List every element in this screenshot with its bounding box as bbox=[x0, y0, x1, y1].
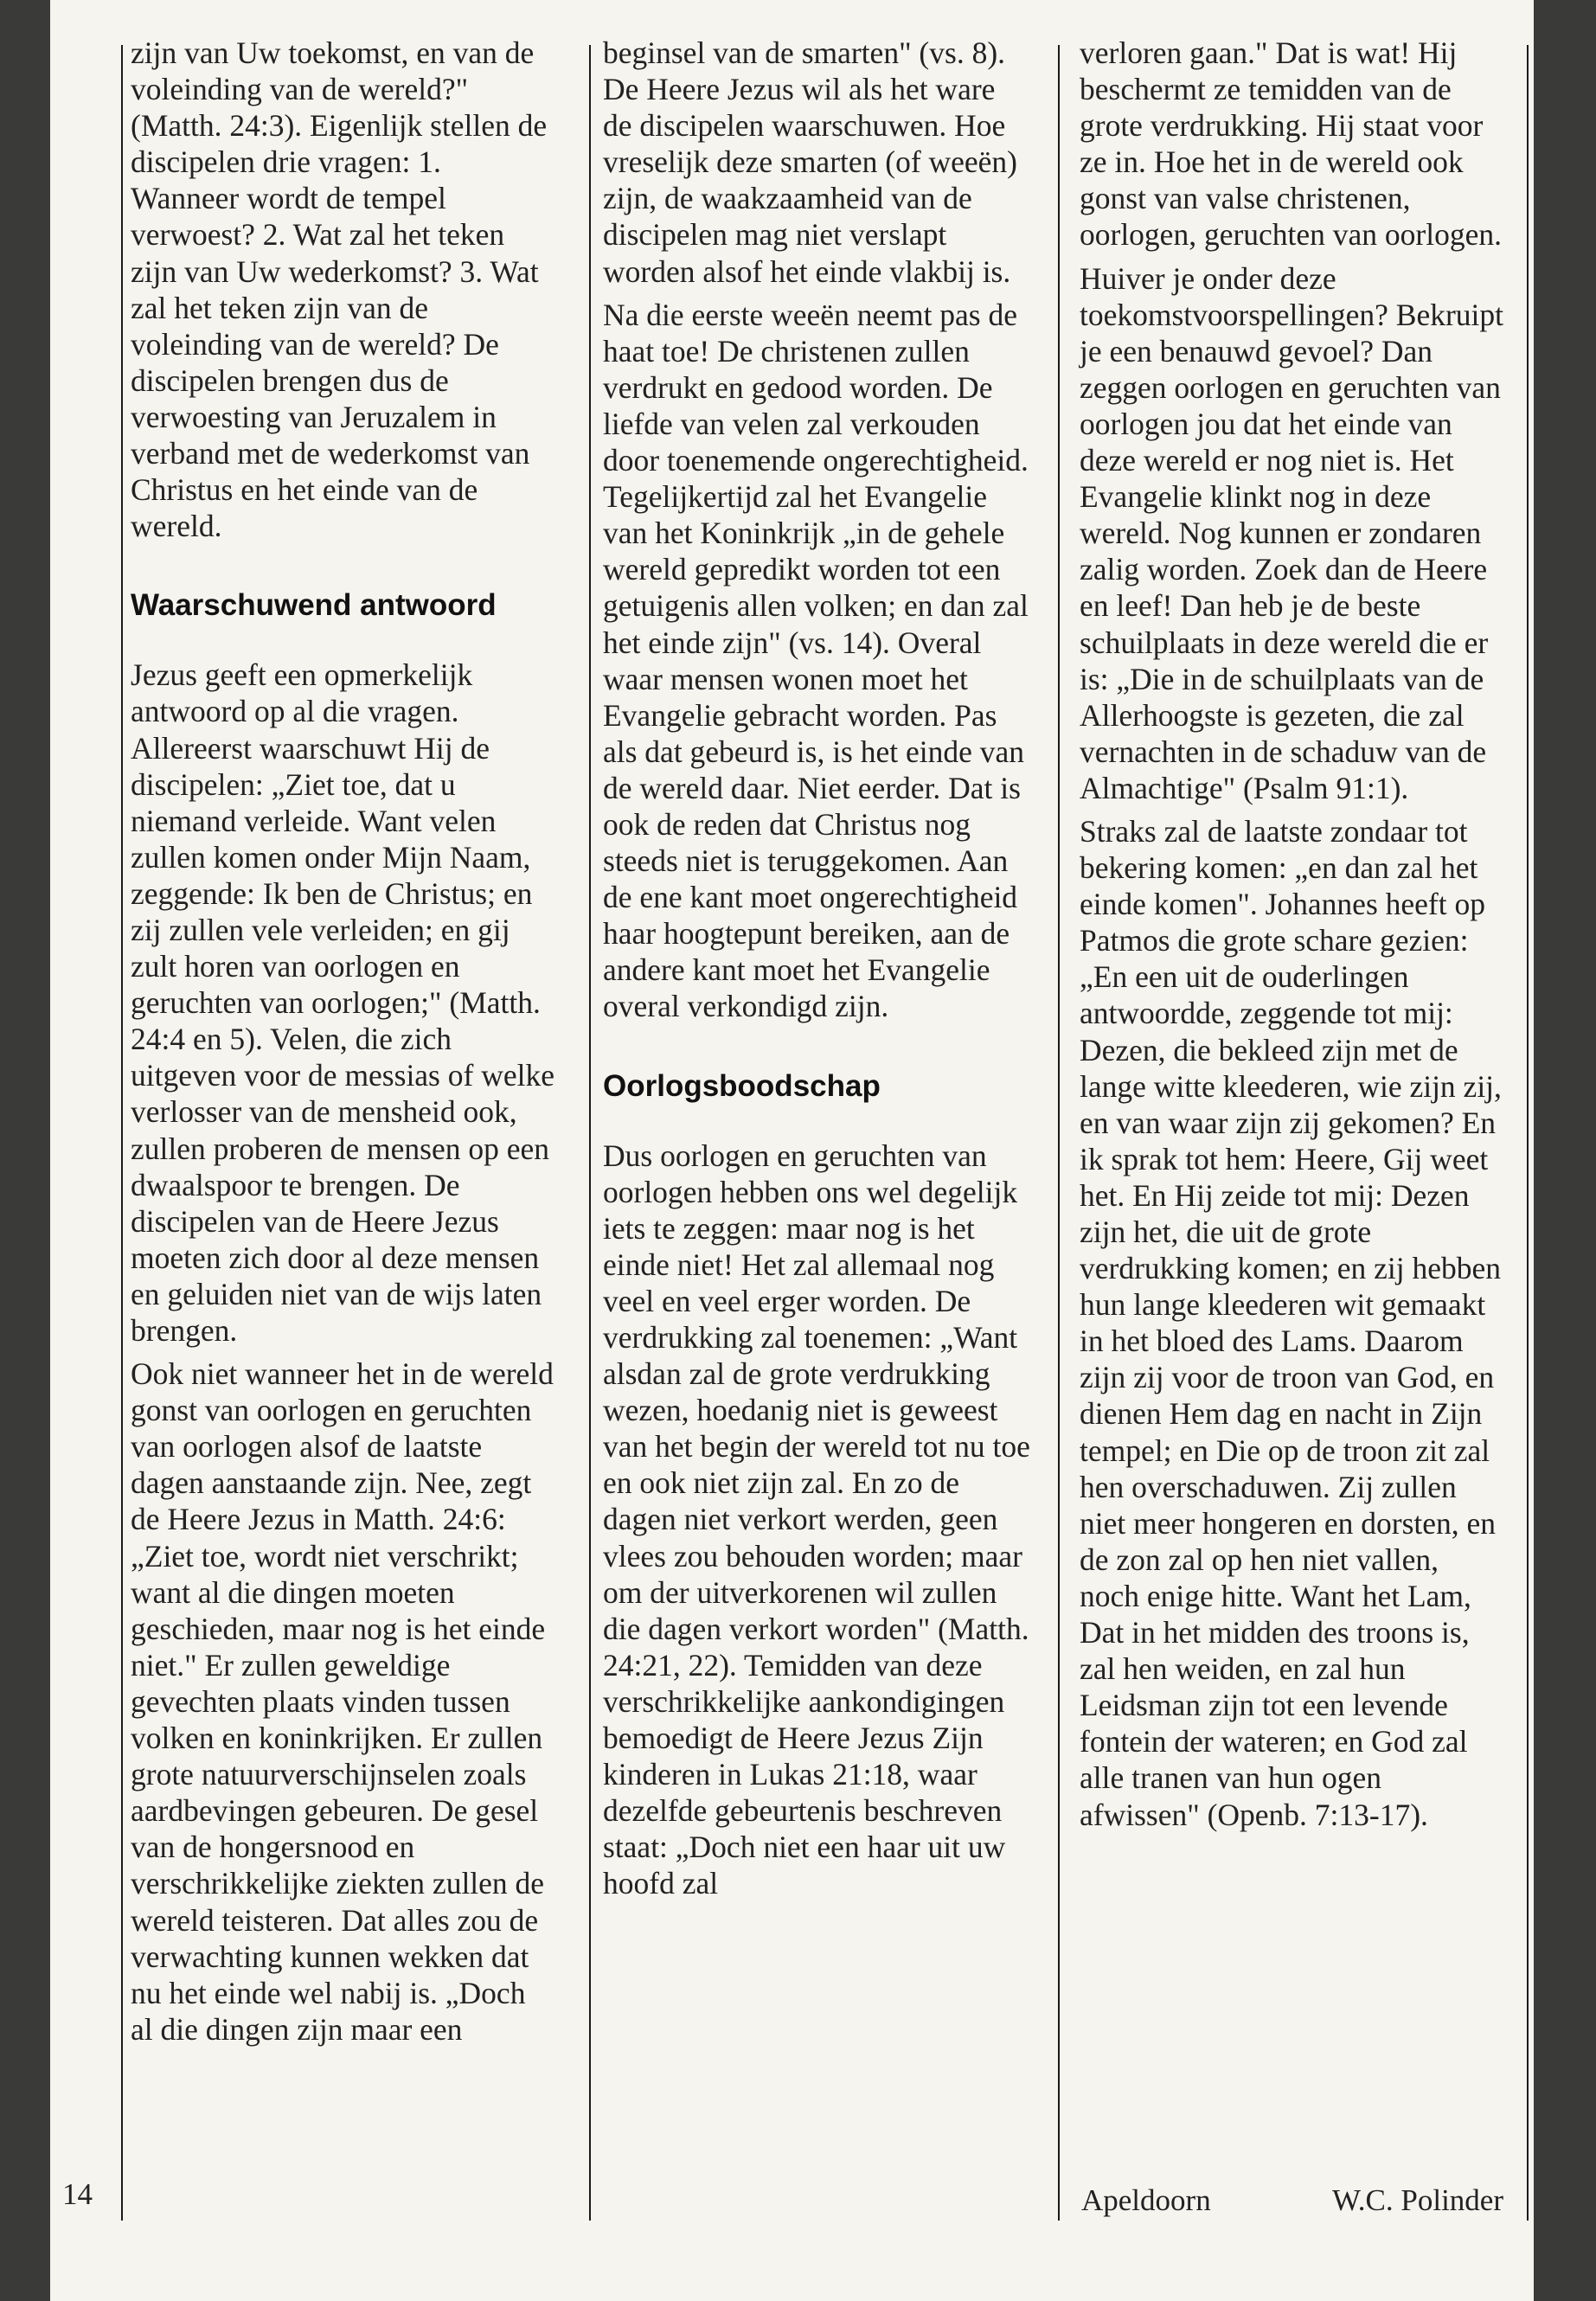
column-1 bbox=[131, 35, 554, 2054]
paragraph: beginsel van de smarten" (vs. 8). De Heere Jezus wil als het ware de discipelen waarschuwen. Hoe vreselijk deze smarten (of weeën) zijn, de waakzaamheid van de discipelen mag niet verslapt worden alsof het einde vlakbij is. bbox=[603, 35, 1018, 289]
column-rule bbox=[589, 45, 591, 2221]
section-heading: Oorlogsboodschap bbox=[603, 1068, 881, 1103]
paragraph: Straks zal de laatste zondaar tot bekering komen: „en dan zal het einde komen". Johannes heeft op Patmos die grote schare gezien: „En een uit de ouderlingen antwoordde, zeggende tot mij: Dezen, die bekleed zijn met de lange witte kleederen, wie zijn zij, en van waar zijn zij gekomen? En ik sprak tot hem: Heere, Gij weet het. En Hij zeide tot mij: Dezen zijn het, die uit de grote verdrukking komen; en zij hebben hun lange kleederen wit gemaakt in het bloed des Lams. Daarom zijn zij voor de troon van God, en dienen Hem dag en nacht in Zijn tempel; en Die op de troon zit zal hen overschaduwen. Zij zullen niet meer hongeren en dorsten, en de zon zal op hen niet vallen, noch enige hitte. Want het Lam, Dat in het midden des troons is, zal hen weiden, en zal hun Leidsman zijn tot een levende fontein der wateren; en God zal alle tranen van hun ogen afwissen" (Openb. 7:13-17). bbox=[1080, 813, 1502, 1832]
paragraph: verloren gaan." Dat is wat! Hij beschermt ze temidden van de grote verdrukking. Hij staat voor ze in. Hoe het in de wereld ook gonst van valse christenen, oorlogen, geruchten van oorlogen. bbox=[1080, 35, 1502, 253]
signature bbox=[1081, 2183, 1503, 2218]
page-number: 14 bbox=[62, 2177, 93, 2211]
paragraph: Huiver je onder deze toekomstvoorspellingen? Bekruipt je een benauwd gevoel? Dan zeggen oorlogen en geruchten van oorlogen jou dat het einde van deze wereld er nog niet is. Het Evangelie klinkt nog in deze wereld. Nog kunnen er zondaren zalig worden. Zoek dan de Heere en leef! Dan heb je de beste schuilplaats in deze wereld die er is: „Die in de schuilplaats van de Allerhoogste is gezeten, die zal vernachten in de schaduw van de Almachtige" (Psalm 91:1). bbox=[1080, 260, 1504, 805]
paragraph: zijn van Uw toekomst, en van de voleinding van de wereld?" (Matth. 24:3). Eigenlijk stellen de discipelen drie vragen: 1. Wanneer wordt de tempel verwoest? 2. Wat zal het teken zijn van Uw wederkomst? 3. Wat zal het teken zijn van de voleinding van de wereld? De discipelen brengen dus de verwoesting van Jeruzalem in verband met de wederkomst van Christus en het einde van de wereld. bbox=[131, 35, 548, 544]
signature-author: W.C. Polinder bbox=[1331, 2183, 1503, 2217]
column-3 bbox=[1080, 35, 1503, 1840]
column-rule bbox=[1058, 45, 1060, 2221]
column-rule bbox=[1527, 45, 1529, 2221]
column-rule bbox=[121, 45, 123, 2221]
column-2 bbox=[603, 35, 1030, 1909]
paragraph: Jezus geeft een opmerkelijk antwoord op al die vragen. Allereerst waarschuwt Hij de discipelen: „Ziet toe, dat u niemand verleide. Want velen zullen komen onder Mijn Naam, zeggende: Ik ben de Christus; en zij zullen vele verleiden; en gij zult horen van oorlogen en geruchten van oorlogen;" (Matth. 24:4 en 5). Velen, die zich uitgeven voor de messias of welke verlosser van de mensheid ook, zullen proberen de mensen op een dwaalspoor te brengen. De discipelen van de Heere Jezus moeten zich door al deze mensen en geluiden niet van de wijs laten brengen. bbox=[131, 657, 554, 1348]
section-heading: Waarschuwend antwoord bbox=[131, 588, 497, 623]
paragraph: Dus oorlogen en geruchten van oorlogen hebben ons wel degelijk iets te zeggen: maar nog is het einde niet! Het zal allemaal nog veel en veel erger worden. De verdrukking zal toenemen: „Want alsdan zal de grote verdrukking wezen, hoedanig niet is geweest van het begin der wereld tot nu toe en ook niet zijn zal. En zo de dagen niet verkort werden, geen vlees zou behouden worden; maar om der uitverkorenen wil zullen die dagen verkort worden" (Matth. 24:21, 22). Temidden van deze verschrikkelijke aankondigingen bemoedigt de Heere Jezus Zijn kinderen in Lukas 21:18, waar dezelfde gebeurtenis beschreven staat: „Doch niet een haar uit uw hoofd zal bbox=[603, 1138, 1030, 1901]
signature-place: Apeldoorn bbox=[1081, 2183, 1211, 2217]
paragraph: Na die eerste weeën neemt pas de haat toe! De christenen zullen verdrukt en gedood worden. De liefde van velen zal verkouden door toenemende ongerechtigheid. Tegelijkertijd zal het Evangelie van het Koninkrijk „in de gehele wereld gepredikt worden tot een getuigenis allen volken; en dan zal het einde zijn" (vs. 14). Overal waar mensen wonen moet het Evangelie gebracht worden. Pas als dat gebeurd is, is het einde van de wereld daar. Niet eerder. Dat is ook de reden dat Christus nog steeds niet is teruggekomen. Aan de ene kant moet ongerechtigheid haar hoogtepunt bereiken, aan de andere kant moet het Evangelie overal verkondigd zijn. bbox=[603, 297, 1029, 1024]
paragraph: Ook niet wanneer het in de wereld gonst van oorlogen en geruchten van oorlogen alsof de laatste dagen aanstaande zijn. Nee, zegt de Heere Jezus in Matth. 24:6: „Ziet toe, wordt niet verschrikt; want al die dingen moeten geschieden, maar nog is het einde niet." Er zullen geweldige gevechten plaats vinden tussen volken en koninkrijken. Er zullen grote natuurverschijnselen zoals aardbevingen gebeuren. De gesel van de hongersnood en verschrikkelijke ziekten zullen de wereld teisteren. Dat alles zou de verwachting kunnen wekken dat nu het einde wel nabij is. „Doch al die dingen zijn maar een bbox=[131, 1356, 554, 2047]
